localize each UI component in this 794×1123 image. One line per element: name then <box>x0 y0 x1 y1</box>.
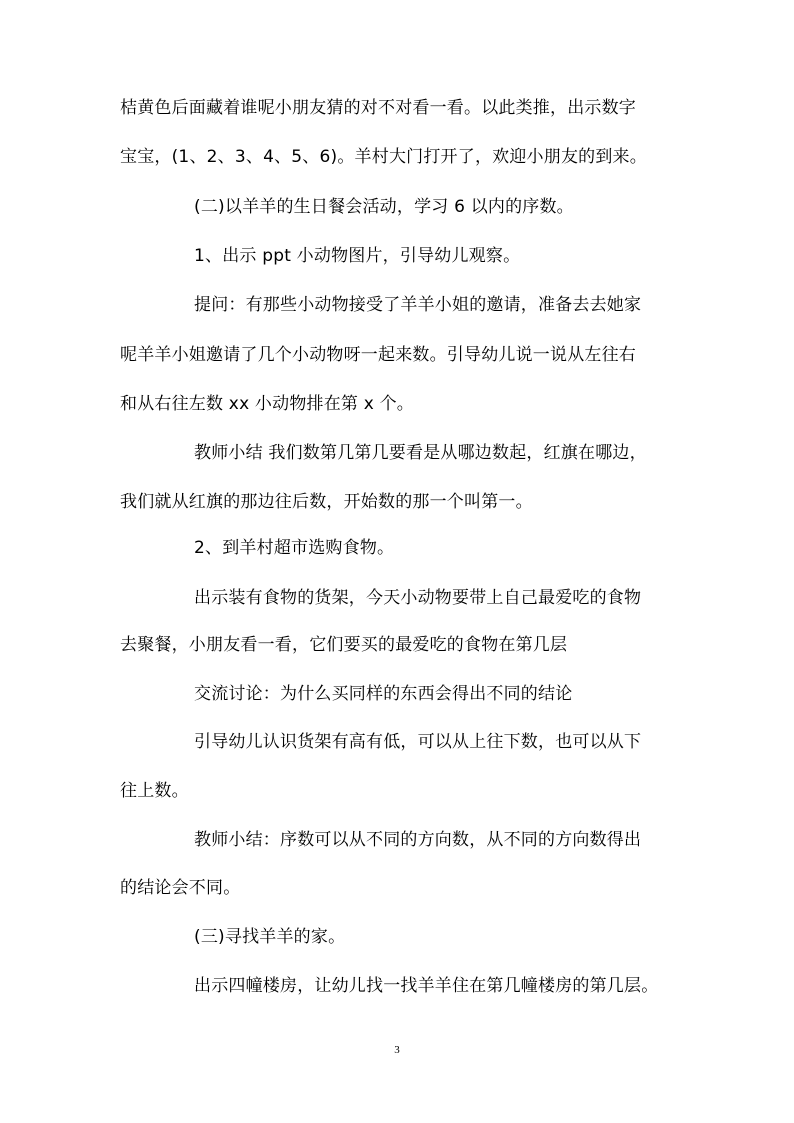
section-heading: (三)寻找羊羊的家。 <box>194 927 346 947</box>
paragraph-line: 我们就从红旗的那边往后数，开始数的那一个叫第一。 <box>120 492 533 512</box>
page-number: 3 <box>394 1044 400 1056</box>
paragraph-line: 教师小结 我们数第几第几要看是从哪边数起，红旗在哪边， <box>194 443 647 463</box>
paragraph-line: 宝宝，(1、2、3、4、5、6)。羊村大门打开了，欢迎小朋友的到来。 <box>120 147 647 167</box>
paragraph-line: 和从右往左数 xx 小动物排在第 x 个。 <box>120 394 414 414</box>
paragraph-line: 出示四幢楼房，让幼儿找一找羊羊住在第几幢楼房的第几层。 <box>194 976 659 996</box>
paragraph-line: 提问：有那些小动物接受了羊羊小姐的邀请，准备去去她家 <box>194 295 642 315</box>
paragraph-line: 出示装有食物的货架，今天小动物要带上自己最爱吃的食物 <box>194 588 642 608</box>
paragraph-line: 交流讨论：为什么买同样的东西会得出不同的结论 <box>194 684 573 704</box>
paragraph-line: 往上数。 <box>120 781 189 801</box>
section-heading: (二)以羊羊的生日餐会活动，学习 6 以内的序数。 <box>194 197 574 217</box>
paragraph-line: 呢羊羊小姐邀请了几个小动物呀一起来数。引导幼儿说一说从左往右 <box>120 345 636 365</box>
paragraph-line: 去聚餐，小朋友看一看，它们要买的最爱吃的食物在第几层 <box>120 635 568 655</box>
paragraph-line: 教师小结：序数可以从不同的方向数，从不同的方向数得出 <box>194 830 642 850</box>
paragraph-line: 1、出示 ppt 小动物图片，引导幼儿观察。 <box>194 246 521 266</box>
paragraph-line: 2、到羊村超市选购食物。 <box>194 538 395 558</box>
paragraph-line: 桔黄色后面藏着谁呢小朋友猜的对不对看一看。以此类推，出示数字 <box>120 98 636 118</box>
paragraph-line: 引导幼儿认识货架有高有低，可以从上往下数，也可以从下 <box>194 732 642 752</box>
paragraph-line: 的结论会不同。 <box>120 878 241 898</box>
